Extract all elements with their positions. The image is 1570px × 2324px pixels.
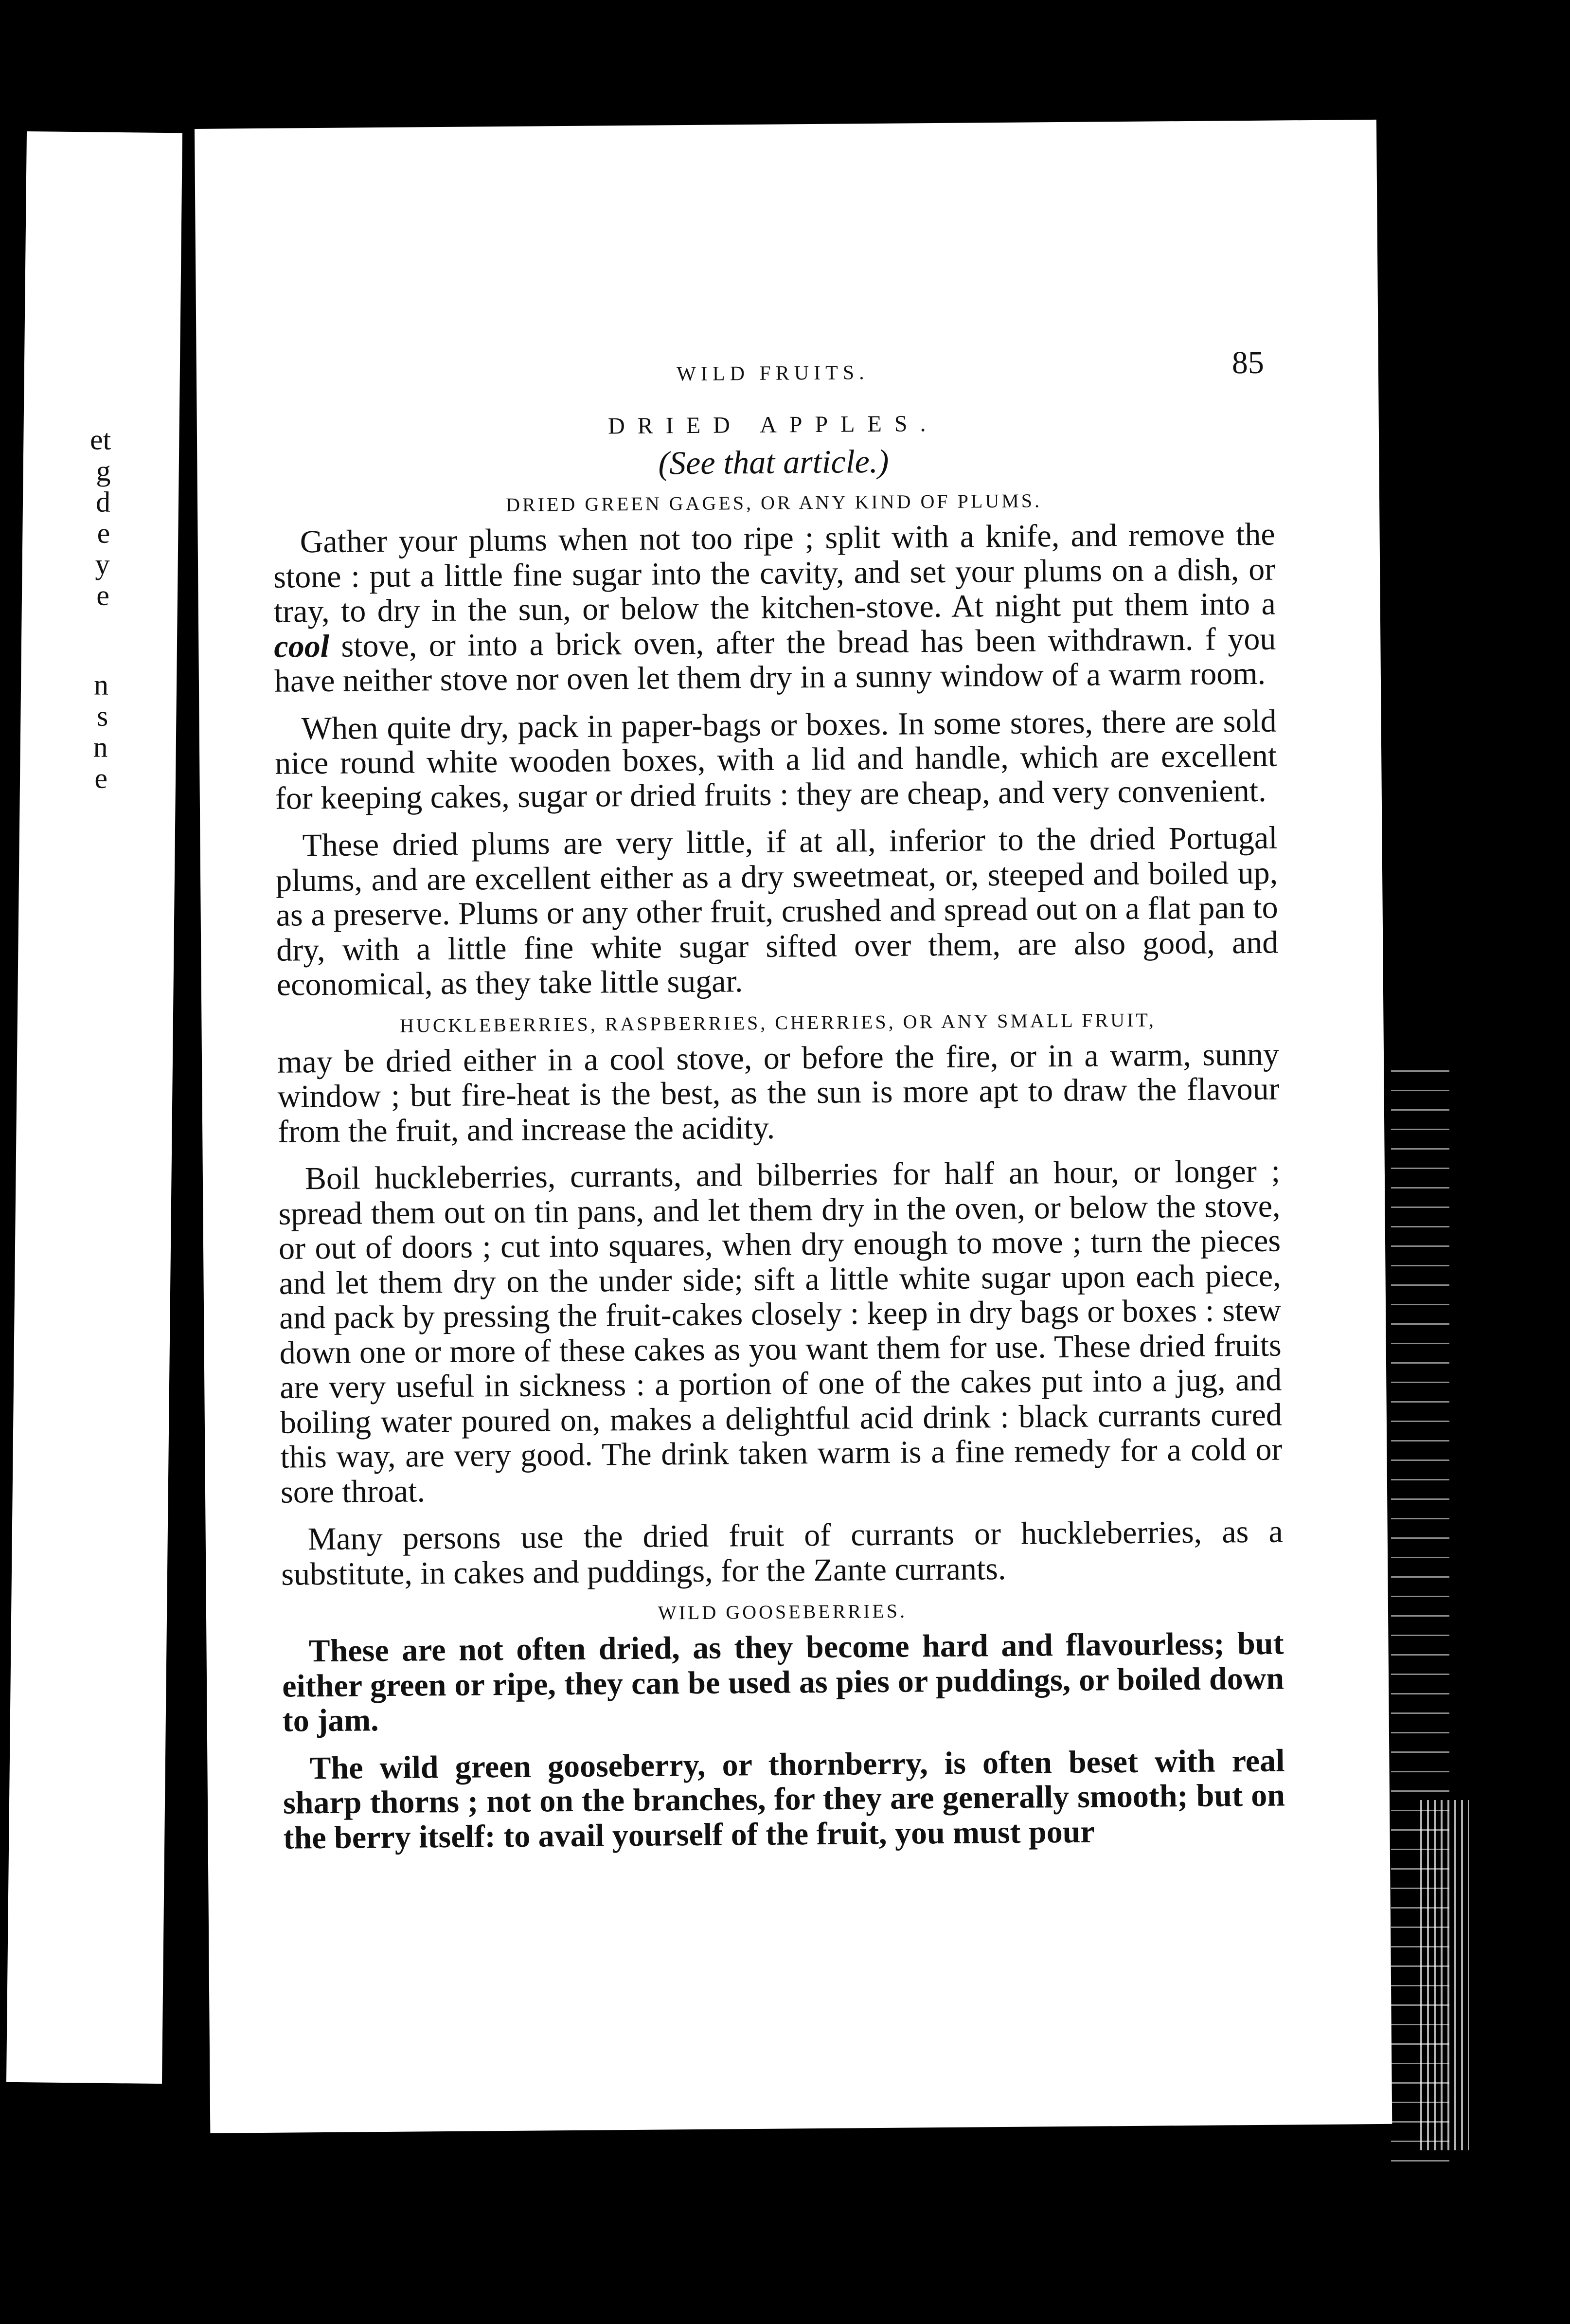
paragraph [273,517,1276,699]
book-page [195,120,1392,2133]
paragraph-text: stove, or into a brick oven, after the bread has been withdrawn. f you have neither stove nor oven let them dry in a sunny window of a warm room. [274,621,1276,699]
green-gages-heading: DRIED GREEN GAGES, OR ANY KIND OF PLUMS. [505,489,1042,516]
fragment: s [96,700,108,732]
previous-page-text-fragments [39,423,111,793]
fragment: e [96,579,110,612]
paragraph: The wild green gooseberry, or thornberry, is often beset with real sharp thorns ; not on the branches, for they are generally smooth; but on the berry itself: to avail yourself of the fruit, you must pour [283,1743,1285,1856]
fragment: g [96,454,111,487]
paragraph: These are not often dried, as they become hard and flavourless; but either green or ripe, they can be used as pies or puddings, or boiled down to jam. [282,1625,1285,1739]
paragraph: Boil huckleberries, currants, and bilberries for half an hour, or longer ; spread them out on tin pans, and let them dry in the oven, or below the stove, or out of doors ; cut into squares, when dry enough to move ; turn the pieces and let them dry on the under side; sift a little white sugar upon each piece, and pack by pressing the fruit-cakes closely : keep in dry bags or boxes : stew down one or more of these cakes as you want them for use. These dried fruits are very useful in sickness : a portion of one of the cakes put into a jug, and boiling water poured on, makes a delightful acid drink : black currants cured this way, are very good. The drink taken warm is a fine remedy for a cold or sore throat. [278,1153,1283,1510]
next-page-edge-texture [1420,1800,1469,2150]
running-head [272,344,1274,406]
paragraph: Many persons use the dried fruit of currants or huckleberries, as a substitute, in cakes and puddings, for the Zante currants. [281,1513,1283,1592]
paragraph: may be dried either in a cool stove, or before the fire, or in a warm, sunny window ; but fire-heat is the best, as the sun is more apt to draw the flavour from the fruit, and increase the acidity. [277,1036,1280,1150]
paragraph-text: Gather your plums when not too ripe ; split with a knife, and remove the stone : put a little fine sugar into the cavity, and set your plums on a dish, or tray, to dry in the sun, or below the kitchen-stove. At night put them into a [273,516,1276,630]
fragment: e [97,517,110,549]
running-title: WILD FRUITS. [677,361,869,386]
fragment: et [89,423,111,456]
previous-page-edge [6,131,182,2084]
small-fruit-heading: HUCKLEBERRIES, RASPBERRIES, CHERRIES, OR ANY SMALL FRUIT, [399,1009,1157,1037]
fragment: n [93,668,109,701]
fragment: y [95,548,110,580]
see-article-note: (See that article.) [658,442,889,482]
gooseberries-heading: WILD GOOSEBERRIES. [658,1600,908,1624]
fragment: e [94,762,108,794]
fragment: d [95,486,111,518]
dried-apples-heading: DRIED APPLES. [607,411,939,439]
page-content [272,344,1285,1868]
fragment: n [93,731,108,763]
emphasis-word: cool [274,628,330,665]
paragraph: These dried plums are very little, if at all, inferior to the dried Portugal plums, and are excellent either as a dry sweetmeat, or, steeped and boiled up, as a preserve. Plums or any other fruit, crushed and spread out on a flat pan to dry, with a little fine white sugar sifted over them, are also good, and economical, as they take little sugar. [275,820,1279,1003]
paragraph: When quite dry, pack in paper-bags or boxes. In some stores, there are sold nice round white wooden boxes, with a lid and handle, which are excellent for keeping cakes, sugar or dried fruits : they are cheap, and very convenient. [274,703,1277,816]
page-number: 85 [1231,344,1265,381]
